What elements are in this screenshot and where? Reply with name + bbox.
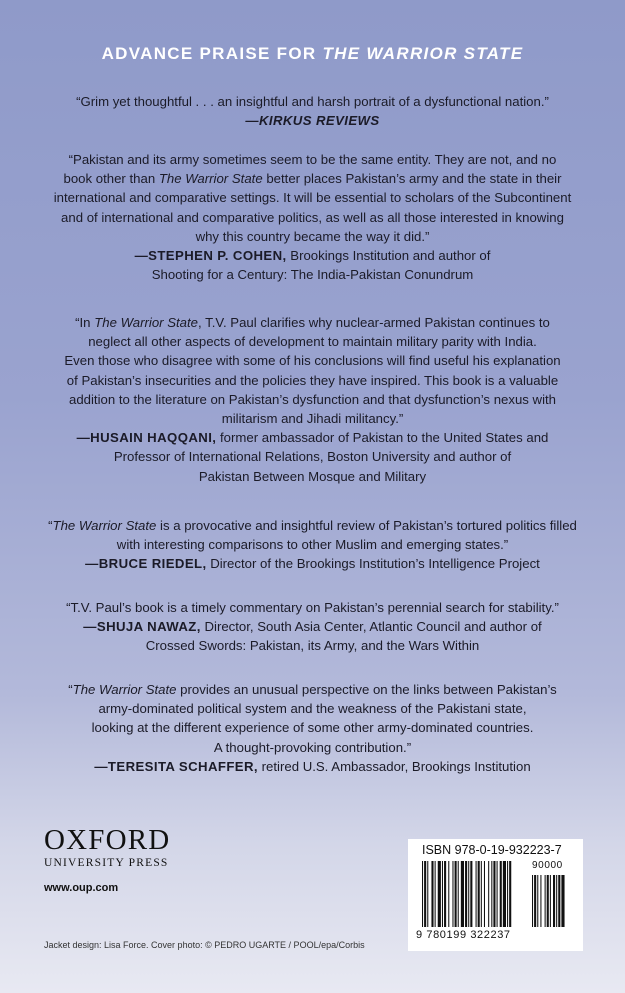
blurb-quote-line: “Pakistan and its army sometimes seem to be the same entity. They are not, and no — [68, 152, 557, 167]
praise-heading — [0, 44, 625, 64]
blurb-source-book: Shooting for a Century: The India-Pakistan Conundrum — [151, 267, 474, 283]
blurb-author: —BRUCE RIEDEL, — [85, 556, 207, 572]
blurb-quote-line: “The Warrior State provides an unusual perspective on the links between Pakistan’s — [68, 682, 557, 697]
praise-heading-prefix: ADVANCE PRAISE FOR — [101, 44, 323, 63]
blurb-attribution — [40, 554, 585, 573]
blurb-author: —SHUJA NAWAZ, — [83, 619, 201, 635]
blurb-quote-line: militarism and Jihadi militancy.” — [221, 411, 404, 427]
blurb-quote-line: international and comparative settings. It will be essential to scholars of the Subcontinent — [53, 190, 572, 206]
blurb-attribution — [40, 111, 585, 130]
blurb-quote-line: “The Warrior State is a provocative and insightful review of Pakistan’s tortured politics filled — [48, 518, 577, 533]
blurb-nawaz — [40, 598, 585, 656]
blurb-quote-line: army-dominated political system and the weakness of the Pakistani state, — [98, 701, 527, 717]
blurb-affiliation: retired U.S. Ambassador, Brookings Institution — [257, 758, 531, 774]
praise-heading-title: THE WARRIOR STATE — [322, 44, 524, 63]
blurb-quote-line: with interesting comparisons to other Muslim and emerging states.” — [116, 537, 509, 553]
blurb-quote-line: looking at the different experience of some other army-dominated countries. — [91, 720, 534, 736]
publisher-logo — [44, 825, 170, 869]
blurb-attribution — [40, 428, 585, 447]
jacket-credits: Jacket design: Lisa Force. Cover photo: © PEDRO UGARTE / POOL/epa/Corbis — [44, 940, 365, 950]
blurb-author: —HUSAIN HAQQANI, — [76, 430, 217, 446]
blurb-attribution — [40, 617, 585, 636]
blurb-affiliation: former ambassador of Pakistan to the United States and — [216, 430, 549, 446]
publisher-name: OXFORD — [44, 824, 171, 856]
isbn-barcode — [408, 839, 583, 951]
publisher-sub: UNIVERSITY PRESS — [44, 857, 169, 869]
blurb-affiliation-line: Professor of International Relations, Boston University and author of — [113, 449, 512, 465]
blurb-riedel — [40, 516, 585, 574]
blurb-quote-line: addition to the literature on Pakistan’s dysfunction and that dysfunction’s nexus with — [68, 391, 557, 407]
blurb-author: —KIRKUS REVIEWS — [245, 113, 380, 129]
isbn-number: ISBN 978-0-19-932223-7 — [422, 843, 562, 857]
blurb-schaffer — [40, 680, 585, 776]
blurb-attribution — [40, 757, 585, 776]
blurb-quote-line: neglect all other aspects of development to maintain military parity with India. — [88, 334, 537, 350]
blurb-affiliation: Brookings Institution and author of — [286, 248, 491, 264]
publisher-url: www.oup.com — [44, 882, 119, 894]
blurb-source-book: Pakistan Between Mosque and Military — [198, 468, 427, 484]
blurb-quote-line: book other than The Warrior State better places Pakistan’s army and the state in their — [63, 171, 562, 187]
barcode-bars — [422, 861, 572, 931]
blurb-affiliation: Director of the Brookings Institution’s Intelligence Project — [206, 556, 540, 572]
blurb-quote-line: “T.V. Paul’s book is a timely commentary on Pakistan’s perennial search for stability.” — [66, 600, 559, 615]
blurb-affiliation: Director, South Asia Center, Atlantic Council and author of — [200, 619, 542, 635]
ean-digits: 9 780199 322237 — [416, 929, 511, 941]
blurb-cohen — [40, 150, 585, 284]
blurb-quote-line: “In The Warrior State, T.V. Paul clarifies why nuclear-armed Pakistan continues to — [75, 315, 550, 330]
blurb-source-book: Crossed Swords: Pakistan, its Army, and the Wars Within — [145, 638, 480, 654]
blurb-kirkus — [40, 92, 585, 130]
price-code: 90000 — [532, 860, 563, 871]
blurb-quote-line: Even those who disagree with some of his conclusions will find useful his explanation — [64, 353, 561, 369]
blurb-quote: “Grim yet thoughtful . . . an insightful and harsh portrait of a dysfunctional nation.” — [76, 94, 549, 109]
blurb-quote-line: of Pakistan’s insecurities and the policies they have inspired. This book is a valuable — [66, 372, 559, 388]
blurb-author: —TERESITA SCHAFFER, — [94, 758, 258, 774]
blurb-quote-line: A thought-provoking contribution.” — [213, 739, 412, 755]
blurb-quote-line: and of international and comparative politics, as well as all those interested in knowing — [61, 209, 564, 225]
blurb-author: —STEPHEN P. COHEN, — [134, 248, 287, 264]
blurb-attribution — [40, 246, 585, 265]
blurb-haqqani — [40, 313, 585, 486]
blurb-quote-line: why this country became the way it did.” — [195, 228, 430, 244]
